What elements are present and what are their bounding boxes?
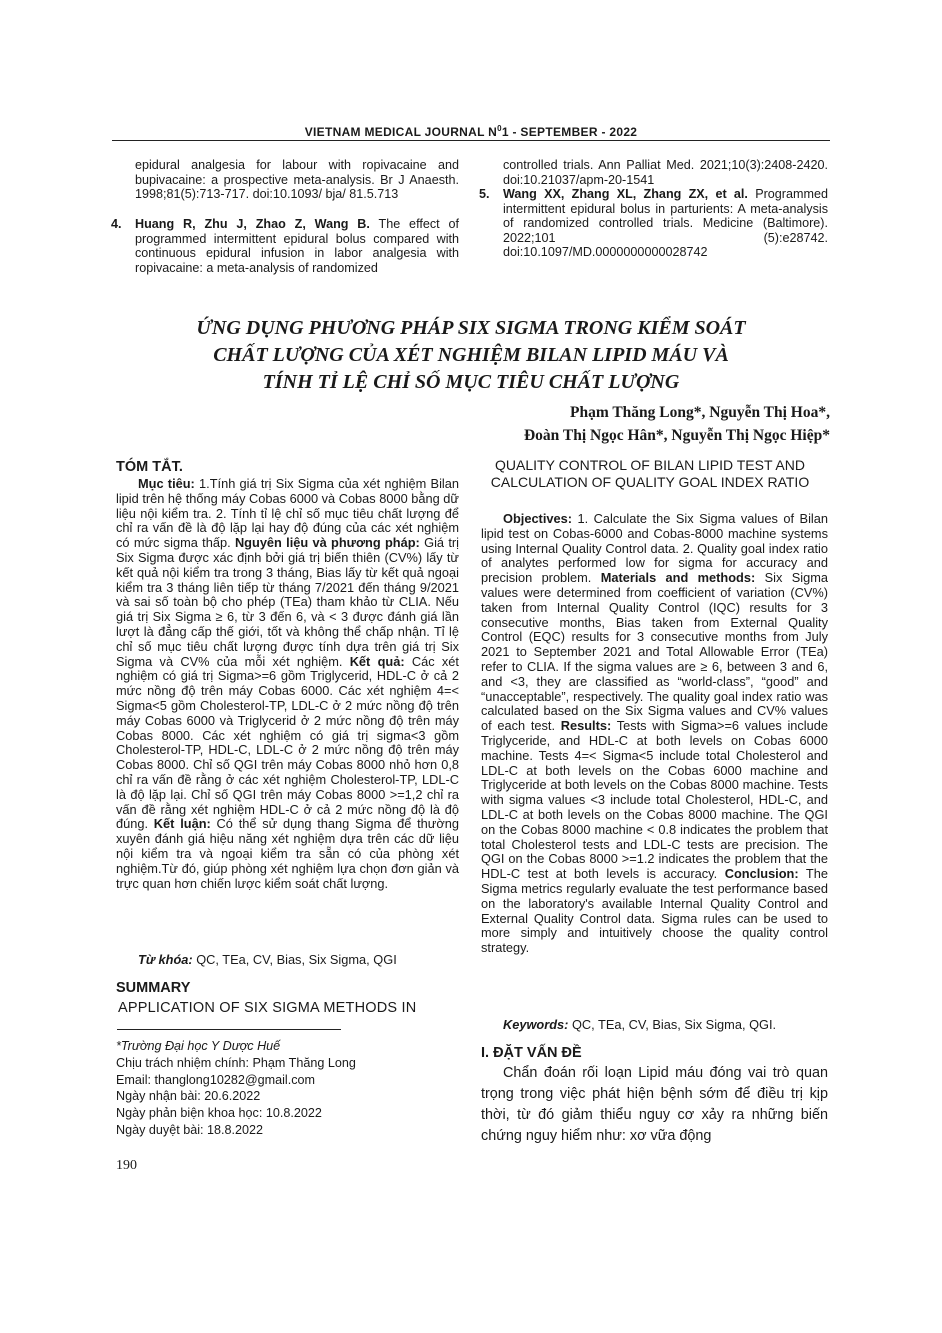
en-conclusion: The Sigma metrics regularly evaluate the test performance based on the laboratory's available Internal Quality Control and External Quality Control data. Sigma rules can be used to more simply and intuitively choose the quality control strategy. — [481, 866, 828, 956]
reference-4-text: The effect of programmed intermittent epidural bolus compared with continuous epidural infusion in labor analgesia with ropivacaine: a meta-analysis of randomized — [135, 217, 459, 275]
reference-3-continuation — [135, 158, 459, 202]
reference-4-continuation — [503, 158, 828, 187]
authors-line-1: Phạm Thăng Long*, Nguyễn Thị Hoa*, — [570, 404, 830, 421]
title-line-3: TÍNH TỈ LỆ CHỈ SỐ MỤC TIÊU CHẤT LƯỢNG — [262, 371, 680, 393]
vn-label-keywords: Từ khóa: — [138, 952, 193, 967]
reference-4-authors: Huang R, Zhu J, Zhao Z, Wang B. — [135, 217, 370, 231]
vn-conclusion: Có thể sử dụng thang Sigma để thường xuyên đánh giá hiệu năng xét nghiệm dựa trên các dữ liệu nội kiểm tra và ngoại kiểm tra sẵn có của phòng xét nghiệm.Từ đó, giúp phòng xét nghiệm lựa chọn đơn giản và trực quan hơn chiến lược kiểm soát chất lượng. — [116, 816, 459, 891]
reference-4 — [111, 217, 459, 275]
article-title — [112, 315, 830, 396]
title-line-2: CHẤT LƯỢNG CỦA XÉT NGHIỆM BILAN LIPID MÁU VÀ — [213, 344, 729, 366]
reference-5-text: Programmed intermittent epidural bolus in parturients: A meta-analysis of randomized controlled trials. Medicine (Baltimore). 2022;101 (5):e28742. doi:10.1097/MD.0000000000028742 — [503, 187, 828, 260]
title-line-1: ỨNG DỤNG PHƯƠNG PHÁP SIX SIGMA TRONG KIỂM SOÁT — [196, 317, 746, 339]
footnote-email: Email: thanglong10282@gmail.com — [116, 1072, 316, 1087]
footnote-accepted: Ngày duyệt bài: 18.8.2022 — [116, 1122, 264, 1137]
vn-objective: 1.Tính giá trị Six Sigma của xét nghiệm Bilan lipid trên hệ thống máy Cobas 6000 và Cobas 8000 bằng dữ liệu nội kiểm tra. 2. Tính tỉ lệ chỉ số mục tiêu chất lượng để chỉ ra vấn đề là độ lặp lại hay độ đúng của các xét nghiệm có mức sigma thấp. — [116, 476, 459, 551]
footnote — [116, 1038, 456, 1139]
summary-title-start: APPLICATION OF SIX SIGMA METHODS IN — [118, 1000, 417, 1016]
running-head-text: VIETNAM MEDICAL JOURNAL N — [304, 125, 498, 139]
en-label-keywords: Keywords: — [503, 1017, 569, 1032]
footnote-reviewed: Ngày phản biện khoa học: 10.8.2022 — [116, 1106, 322, 1121]
vn-label-methods: Nguyên liệu và phương pháp: — [230, 535, 420, 551]
footnote-affiliation: *Trường Đại học Y Dược Huế — [116, 1039, 281, 1053]
vn-methods: Giá trị Six Sigma được xác định bởi giá trị biến thiên (CV%) lấy từ kết quả nội kiểm tra trong 3 tháng, Bias lấy từ kết quả ngoại kiểm tra 3 tháng liên tiếp từ tháng 7/2021 đến tháng 9/2021 và sai số toàn bộ cho phép (TEa) tham khảo từ CLIA. Nếu giá trị Six Sigma ≥ 6, từ 3 đến 6, và < 3 được đánh giá lần lượt là đẳng cấp thế giới, tốt và không thể chấp nhận. Tỉ lệ chỉ số mục tiêu chất lượng được tính dựa trên giá trị Six Sigma và CV% của mỗi xét nghiệm. — [116, 535, 459, 669]
en-label-conclusion: Conclusion: — [717, 866, 799, 882]
authors-line-2: Đoàn Thị Ngọc Hân*, Nguyễn Thị Ngọc Hiệp* — [523, 427, 830, 444]
en-abstract-body — [481, 512, 828, 956]
en-objectives: 1. Calculate the Six Sigma values of Bilan lipid test on Cobas-6000 and Cobas-8000 machine systems using Internal Quality Control data. 2. Quality goal index ratio of analytes performed low for sigma for accuracy and precision problem. — [481, 511, 828, 586]
en-label-methods: Materials and methods: — [591, 570, 756, 586]
running-head-sup: 0 — [497, 124, 502, 133]
footnote-rule — [117, 1029, 341, 1030]
reference-3-text: epidural analgesia for labour with ropivacaine and bupivacaine: a prospective meta-analysis. Br J Anaesth. 1998;81(5):713-717. doi:10.1093/ bja/ 81.5.713 — [135, 158, 459, 202]
running-header — [112, 124, 830, 139]
en-keywords — [481, 1018, 828, 1033]
running-head-rest: 1 - SEPTEMBER - 2022 — [501, 125, 638, 139]
summary-heading: SUMMARY — [116, 980, 191, 996]
vn-label-objective: Mục tiêu: — [138, 476, 195, 491]
vn-abstract-heading: TÓM TẮT. — [116, 459, 183, 475]
authors — [524, 401, 830, 447]
footnote-responsible: Chịu trách nhiệm chính: Phạm Thăng Long — [116, 1055, 356, 1070]
header-rule — [112, 140, 830, 141]
en-label-results: Results: — [555, 718, 612, 734]
en-abstract-title: QUALITY CONTROL OF BILAN LIPID TEST AND CALCULATION OF QUALITY GOAL INDEX RATIO — [490, 457, 810, 490]
reference-5 — [479, 187, 828, 260]
en-methods: Six Sigma values were determined from coefficient of variation (CV%) taken from Internal Quality Control (IQC) results for 3 consecutive months, Bias taken from External Quality Control (EQC) results for 3 consecutive months from July 2021 to September 2021 and Total Allowable Error (TEa) refer to CLIA. If the sigma values are ≥ 6, between 3 and 6, and <3, they are classified as “world-class”, “good” and “unacceptable”, respectively. The quality goal index ratio was calculated based on the Six Sigma values and CV% values of each test. — [481, 570, 828, 734]
section-1-heading: I. ĐẶT VẤN ĐỀ — [481, 1045, 582, 1061]
vn-keywords-text: QC, TEa, CV, Bias, Six Sigma, QGI — [192, 952, 397, 967]
page-number: 190 — [116, 1158, 137, 1173]
reference-4-cont-text: controlled trials. Ann Palliat Med. 2021;10(3):2408-2420. doi:10.21037/apm-20-1541 — [503, 158, 828, 187]
vn-abstract-body — [116, 477, 459, 891]
vn-label-conclusion: Kết luận: — [148, 816, 211, 832]
vn-keywords — [116, 953, 459, 968]
section-1-text: Chẩn đoán rối loạn Lipid máu đóng vai trò quan trọng trong việc phát hiện bệnh sớm để điều trị kịp thời, từ đó giảm thiểu nguy cơ xảy ra những biến chứng nguy hiểm như: xơ vữa động — [481, 1065, 828, 1144]
vn-results: Các xét nghiệm có giá trị Sigma>=6 gồm Triglycerid, HDL-C ở cả 2 mức nồng độ trên máy Cobas 6000. Các xét nghiệm 4=< Sigma<5 gồm Cholesterol-TP, LDL-C ở 2 mức nồng độ trên máy Cobas 6000 và Triglycerid ở 2 mức nồng độ trên máy Cobas 8000. Các xét nghiệm có giá trị sigma<3 gồm Cholesterol-TP, HDL-C, LDL-C ở 2 mức nồng độ trên máy Cobas 8000. Chỉ số QGI trên máy Cobas 8000 nhỏ hơn 0,8 chỉ ra vấn đề rằng ở các xét nghiệm Cholesterol-TP, LDL-C là độ lặp lại. Chỉ số QGI trên máy Cobas 8000 >=1,2 chỉ ra vấn đề rằng xét nghiệm HDL-C ở cả 2 mức nồng độ là độ đúng. — [116, 653, 459, 832]
reference-4-number: 4. — [111, 217, 122, 231]
en-keywords-text: QC, TEa, CV, Bias, Six Sigma, QGI. — [568, 1017, 777, 1032]
en-results: Tests with Sigma>=6 values include Triglyceride, and HDL-C at both levels on Cobas 6000 machine. Tests 4=< Sigma<5 include total Cholesterol and LDL-C at both levels on the Cobas 6000 machine and Triglyceride at both levels on the Cobas 8000 machine. Tests with sigma values <3 include total Cholesterol, HDL-C, and LDL-C at both levels on the Cobas 8000 machine. The QGI on the Cobas 8000 machine < 0.8 indicates the problem that total Cholesterol tests and LDL-C tests are precision. The QGI on the Cobas 8000 >=1.2 indicates the problem that the HDL-C test at both levels is accuracy. — [481, 718, 829, 882]
reference-5-number: 5. — [479, 187, 490, 201]
en-label-objectives: Objectives: — [503, 511, 572, 526]
reference-5-authors: Wang XX, Zhang XL, Zhang ZX, et al. — [503, 187, 748, 201]
vn-label-results: Kết quả: — [342, 653, 405, 669]
footnote-received: Ngày nhận bài: 20.6.2022 — [116, 1089, 261, 1104]
